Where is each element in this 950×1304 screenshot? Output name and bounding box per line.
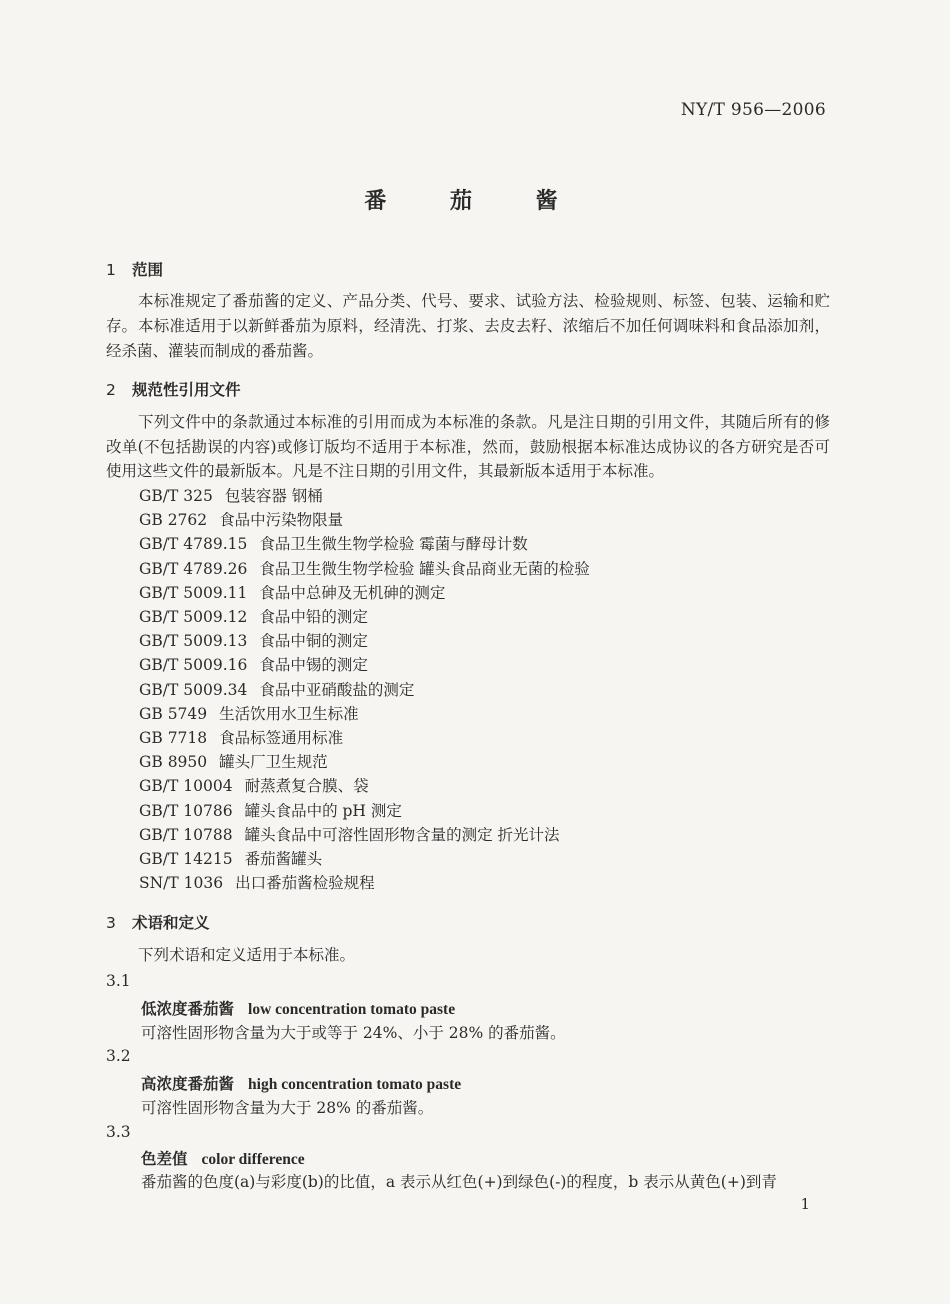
section-2-heading <box>106 378 241 400</box>
reference-code: GB/T 5009.12 <box>139 608 248 627</box>
reference-code: GB/T 5009.13 <box>139 632 248 651</box>
reference-title: 罐头厂卫生规范 <box>219 753 328 772</box>
term-definition: 可溶性固形物含量为大于或等于 24%、小于 28% 的番茄酱。 <box>141 1024 566 1042</box>
reference-item <box>139 484 590 508</box>
term-definition: 可溶性固形物含量为大于 28% 的番茄酱。 <box>141 1099 434 1117</box>
section-title: 规范性引用文件 <box>132 381 241 399</box>
term-name <box>141 997 455 1019</box>
reference-item <box>139 605 590 629</box>
reference-item <box>139 823 590 847</box>
reference-title: 食品中亚硝酸盐的测定 <box>259 680 415 699</box>
reference-title: 食品中锡的测定 <box>259 656 368 675</box>
reference-title: 耐蒸煮复合膜、袋 <box>244 777 369 796</box>
reference-item <box>139 532 590 556</box>
reference-code: SN/T 1036 <box>139 874 224 893</box>
term-number: 3.3 <box>106 1123 131 1141</box>
reference-list <box>139 484 590 895</box>
section-title: 范围 <box>132 261 164 279</box>
section-3-heading <box>106 911 210 933</box>
reference-item <box>139 581 590 605</box>
term-definition: 番茄酱的色度(a)与彩度(b)的比值，a 表示从红色(+)到绿色(-)的程度，b 表示从黄色(+)到青 <box>141 1173 777 1191</box>
reference-item <box>139 629 590 653</box>
term-name <box>141 1147 305 1169</box>
section-number: 3 <box>106 914 116 932</box>
reference-code: GB/T 10004 <box>139 777 233 796</box>
reference-code: GB/T 325 <box>139 487 213 505</box>
reference-title: 食品中铜的测定 <box>259 632 368 651</box>
term-name-english: color difference <box>201 1151 305 1168</box>
reference-item <box>139 678 590 702</box>
reference-item <box>139 557 590 581</box>
reference-item <box>139 799 590 823</box>
reference-item <box>139 774 590 798</box>
section-1-paragraph-1: 本标准规定了番茄酱的定义、产品分类、代号、要求、试验方法、检验规则、标签、包装、运输和贮存。 <box>106 292 830 335</box>
reference-code: GB 8950 <box>139 753 208 772</box>
reference-title: 生活饮用水卫生标准 <box>219 704 359 723</box>
term-name-english: high concentration tomato paste <box>248 1076 462 1093</box>
reference-item <box>139 702 590 726</box>
standard-number: NY/T 956—2006 <box>680 100 826 120</box>
reference-title: 包装容器 钢桶 <box>224 487 323 505</box>
page-number: 1 <box>800 1195 810 1213</box>
reference-code: GB/T 10786 <box>139 801 233 820</box>
term-name-english: low concentration tomato paste <box>248 1001 456 1018</box>
section-2-intro: 下列文件中的条款通过本标准的引用而成为本标准的条款。凡是注日期的引用文件，其随后所有的修改单(不包括勘误的内容)或修订版均不适用于本标准，然而，鼓励根据本标准达成协议的各方研究是否可使用这些文件的最新版本。凡是不注日期的引用文件，其最新版本适用于本标准。 <box>106 413 830 480</box>
reference-code: GB/T 5009.16 <box>139 656 248 675</box>
term-number: 3.2 <box>106 1047 131 1065</box>
reference-code: GB/T 4789.26 <box>139 559 248 578</box>
reference-title: 罐头食品中的 pH 测定 <box>244 801 402 820</box>
reference-item <box>139 847 590 871</box>
term-name-chinese: 色差值 <box>141 1150 188 1168</box>
reference-code: GB/T 5009.11 <box>139 583 248 602</box>
section-number: 1 <box>106 261 116 279</box>
reference-item <box>139 726 590 750</box>
term-name-chinese: 高浓度番茄酱 <box>141 1075 235 1093</box>
section-1-heading <box>106 258 163 280</box>
reference-code: GB/T 10788 <box>139 825 233 844</box>
document-title: 番 茄 酱 <box>364 189 586 214</box>
reference-title: 食品中污染物限量 <box>219 511 344 530</box>
reference-title: 食品标签通用标准 <box>219 729 344 748</box>
section-title: 术语和定义 <box>132 914 210 932</box>
section-number: 2 <box>106 381 116 399</box>
reference-code: GB 7718 <box>139 729 208 748</box>
reference-title: 食品中总砷及无机砷的测定 <box>259 583 446 602</box>
reference-item <box>139 508 590 532</box>
reference-code: GB 2762 <box>139 511 208 530</box>
reference-title: 食品卫生微生物学检验 罐头食品商业无菌的检验 <box>259 559 590 578</box>
reference-title: 食品卫生微生物学检验 霉菌与酵母计数 <box>259 535 528 554</box>
section-3-intro: 下列术语和定义适用于本标准。 <box>138 946 356 964</box>
reference-item <box>139 653 590 677</box>
reference-code: GB/T 4789.15 <box>139 535 248 554</box>
reference-title: 番茄酱罐头 <box>244 850 323 869</box>
reference-title: 出口番茄酱检验规程 <box>235 874 375 893</box>
term-number: 3.1 <box>106 972 131 990</box>
reference-code: GB/T 5009.34 <box>139 680 248 699</box>
section-1-paragraph-2: 本标准适用于以新鲜番茄为原料，经清洗、打浆、去皮去籽、浓缩后不加任何调味料和食品添加剂，经杀菌、灌装而制成的番茄酱。 <box>106 317 830 360</box>
reference-code: GB/T 14215 <box>139 850 233 869</box>
term-name-chinese: 低浓度番茄酱 <box>141 1000 235 1018</box>
reference-title: 食品中铅的测定 <box>259 608 368 627</box>
reference-item <box>139 750 590 774</box>
reference-title: 罐头食品中可溶性固形物含量的测定 折光计法 <box>244 825 560 844</box>
term-name <box>141 1072 461 1094</box>
reference-code: GB 5749 <box>139 704 208 723</box>
reference-item <box>139 871 590 895</box>
